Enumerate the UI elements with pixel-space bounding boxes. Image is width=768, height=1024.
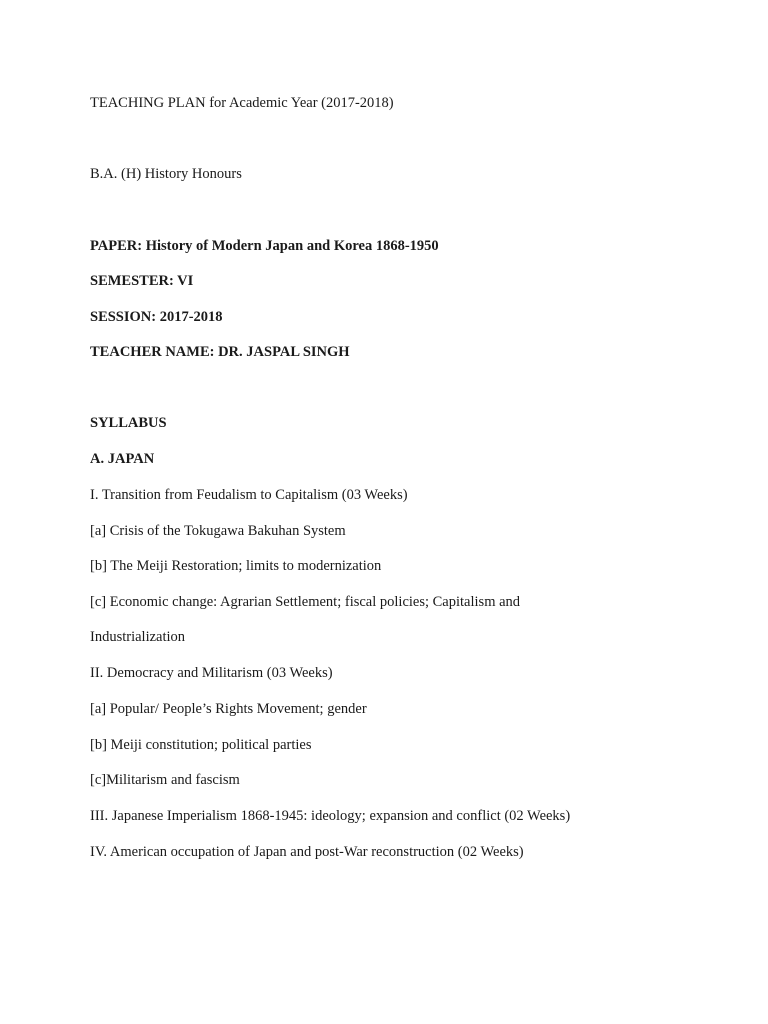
section-heading-japan: A. JAPAN — [90, 451, 155, 467]
syllabus-line: [c]Militarism and fascism — [90, 772, 240, 788]
syllabus-line: [b] The Meiji Restoration; limits to modernization — [90, 558, 382, 574]
syllabus-line: III. Japanese Imperialism 1868-1945: ideology; expansion and conflict (02 Weeks) — [90, 808, 571, 824]
semester: SEMESTER: VI — [90, 273, 194, 289]
syllabus-line: [a] Popular/ People’s Rights Movement; gender — [90, 701, 367, 717]
syllabus-line: [b] Meiji constitution; political parties — [90, 737, 312, 753]
syllabus-line: [c] Economic change: Agrarian Settlement; fiscal policies; Capitalism and — [90, 594, 521, 610]
paper-title: PAPER: History of Modern Japan and Korea 1868-1950 — [90, 238, 439, 254]
syllabus-line: [a] Crisis of the Tokugawa Bakuhan System — [90, 523, 346, 539]
teacher-name: TEACHER NAME: DR. JASPAL SINGH — [90, 344, 350, 360]
syllabus-heading: SYLLABUS — [90, 415, 167, 431]
syllabus-line: I. Transition from Feudalism to Capitalism (03 Weeks) — [90, 487, 408, 503]
syllabus-line: II. Democracy and Militarism (03 Weeks) — [90, 665, 333, 681]
syllabus-line: Industrialization — [90, 629, 186, 645]
session: SESSION: 2017-2018 — [90, 309, 223, 325]
document-title: TEACHING PLAN for Academic Year (2017-2018) — [90, 95, 394, 111]
course-name: B.A. (H) History Honours — [90, 166, 242, 182]
syllabus-line: IV. American occupation of Japan and post-War reconstruction (02 Weeks) — [90, 844, 524, 860]
